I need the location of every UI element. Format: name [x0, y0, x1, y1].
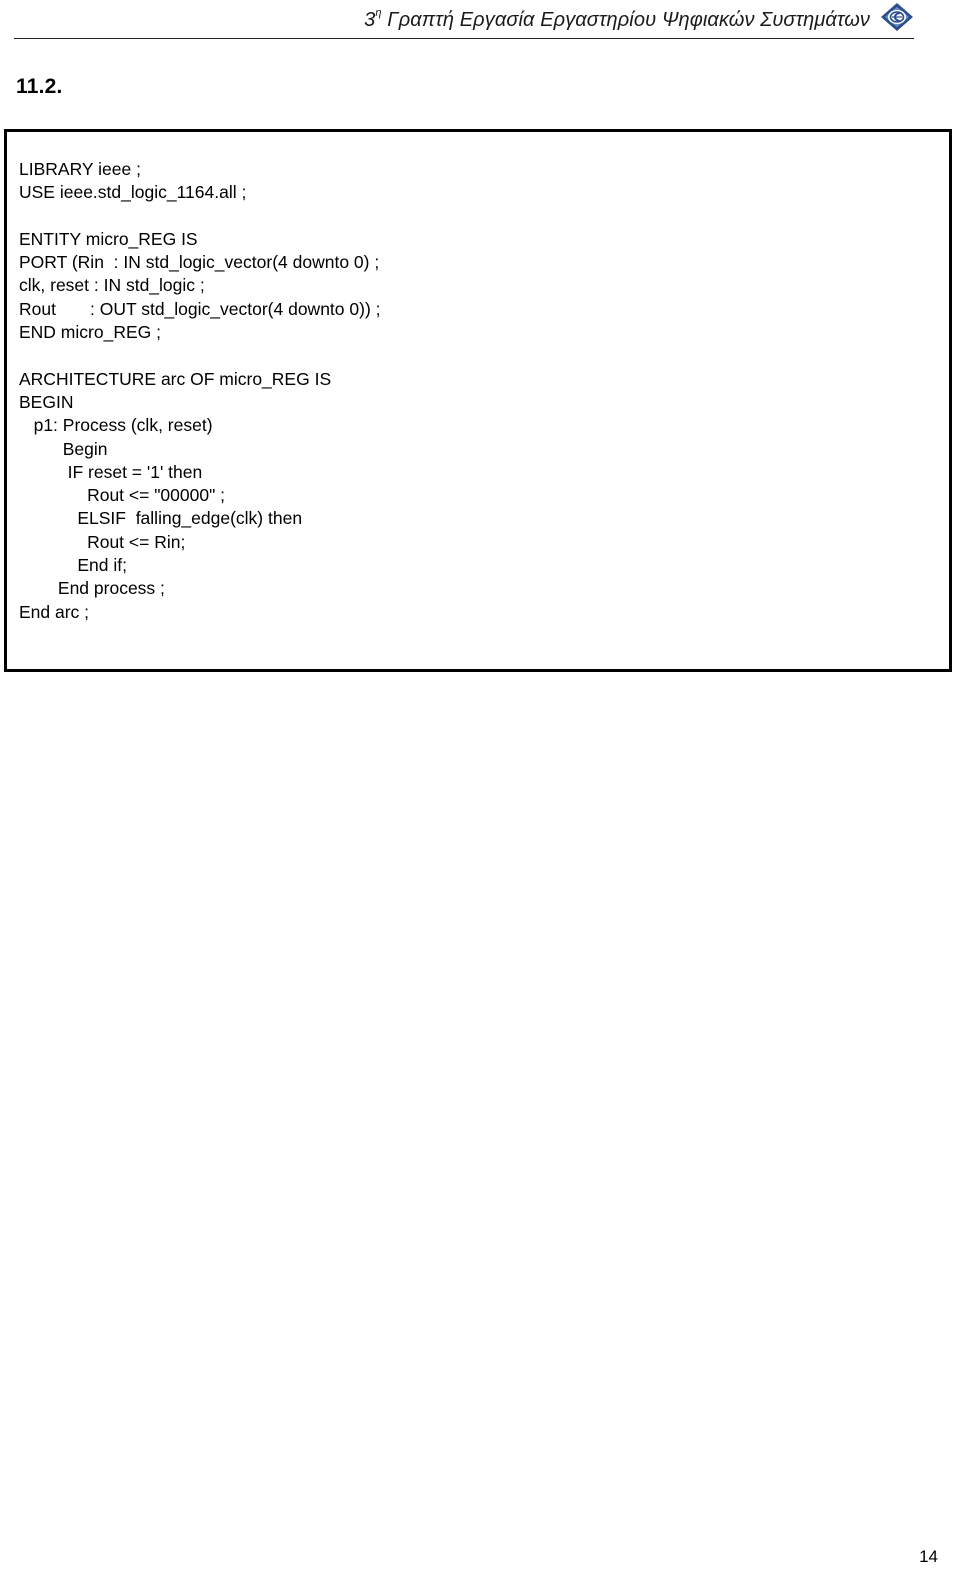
- code-line: [19, 205, 381, 228]
- university-emblem-icon: [880, 2, 914, 32]
- section-number: 11.2.: [16, 75, 63, 98]
- code-line: [19, 344, 381, 367]
- page-number: 14: [919, 1547, 938, 1566]
- code-line: End process ;: [19, 578, 165, 599]
- code-line: End if;: [19, 555, 127, 576]
- code-line: End arc ;: [19, 601, 90, 622]
- code-line: Begin: [19, 438, 108, 459]
- code-line: Rout <= Rin;: [19, 531, 186, 552]
- code-line: Rout <= "00000" ;: [19, 485, 226, 506]
- code-line: USE ieee.std_logic_1164.all ;: [19, 182, 247, 203]
- code-line: ARCHITECTURE arc OF micro_REG IS: [19, 368, 332, 389]
- code-line: LIBRARY ieee ;: [19, 159, 141, 179]
- code-line: BEGIN: [19, 391, 74, 412]
- code-line: clk, reset : IN std_logic ;: [19, 275, 205, 296]
- page-header: [14, 0, 914, 39]
- code-line: ELSIF falling_edge(clk) then: [19, 508, 303, 529]
- code-lines: [19, 158, 381, 624]
- code-line: Rout : OUT std_logic_vector(4 downto 0)) ;: [19, 298, 381, 319]
- document-title: $3^\eta$ Γραπτή Εργασία Εργαστηρίου Ψηφιακών Συστημάτων: [364, 7, 870, 31]
- code-line: IF reset = '1' then: [19, 461, 203, 482]
- code-line: ENTITY micro_REG IS: [19, 228, 198, 249]
- code-line: END micro_REG ;: [19, 322, 161, 343]
- code-line: PORT (Rin : IN std_logic_vector(4 downto 0) ;: [19, 252, 380, 273]
- vhdl-code-box: [4, 129, 952, 672]
- code-line: p1: Process (clk, reset): [19, 415, 213, 436]
